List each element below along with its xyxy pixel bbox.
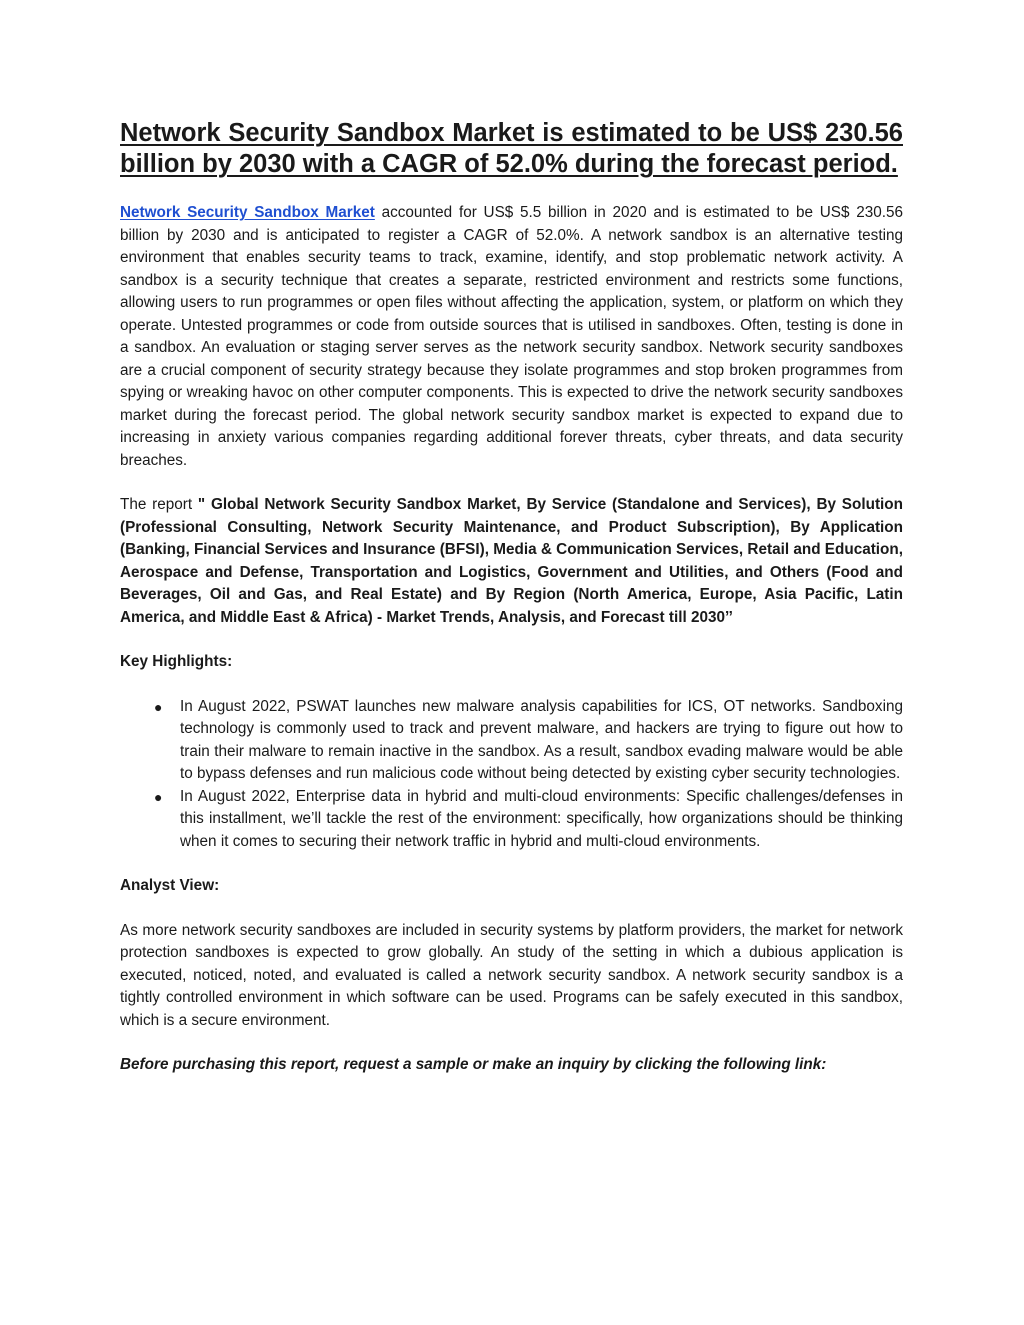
report-paragraph — [120, 494, 903, 629]
list-item — [120, 696, 903, 786]
page-title: Network Security Sandbox Market is estimated to be US$ 230.56 billion by 2030 with a CAGR of 52.0% during the forecast period. — [120, 119, 903, 178]
document-page — [120, 118, 903, 1077]
market-link[interactable]: Network Security Sandbox Market — [120, 204, 375, 221]
analyst-view-heading: Analyst View: — [120, 877, 220, 894]
report-title: " Global Network Security Sandbox Market, By Service (Standalone and Services), By Solution (Professional Consulting, Network Security Maintenance, and Product Subscription), By Application (Banking, Financial Services and Insurance (BFSI), Media & Communication Services, Retail and Education, Aerospace and Defense, Transportation and Logistics, Government and Utilities, and Others (Food and Beverages, Oil and Gas, and Real Estate) and By Region (North America, Europe, Asia Pacific, Latin America, and Middle East & Africa) - Market Trends, Analysis, and Forecast till 2030’’ — [120, 496, 903, 626]
bullet-icon: ● — [154, 788, 163, 805]
intro-paragraph — [120, 202, 903, 472]
analyst-view-paragraph: As more network security sandboxes are included in security systems by platform providers, the market for network protection sandboxes is expected to grow globally. An study of the setting in which a dubious application is executed, noticed, noted, and evaluated is called a network security sandbox. A network security sandbox is a tightly controlled environment in which software can be used. Programs can be safely executed in this sandbox, which is a secure environment. — [120, 921, 903, 1029]
key-highlights-list — [120, 696, 903, 854]
intro-text: accounted for US$ 5.5 billion in 2020 and is estimated to be US$ 230.56 billion by 2030 and is anticipated to register a CAGR of 52.0%. A network sandbox is an alternative testing environment that enables security teams to track, examine, identify, and stop problematic network activity. A sandbox is a security technique that creates a separate, restricted environment and restricts some functions, allowing users to run programmes or open files without affecting the application, system, or platform on which they operate. Untested programmes or code from outside sources that is utilised in sandboxes. Often, testing is done in a sandbox. An evaluation or staging server serves as the network security sandbox. Network security sandboxes are a crucial component of security strategy because they isolate programmes and stop broken programmes from spying or wreaking havoc on other computer components. This is expected to drive the network security sandboxes market during the forecast period. The global network security sandbox market is expected to expand due to increasing in anxiety various companies regarding additional forever threats, cyber threats, and data security breaches. — [120, 204, 903, 469]
call-to-action: Before purchasing this report, request a sample or make an inquiry by clicking the following link: — [120, 1056, 827, 1073]
list-item-text: In August 2022, Enterprise data in hybrid and multi-cloud environments: Specific challenges/defenses in this installment, we’ll tackle the rest of the environment: specifically, how organizations should be thinking when it comes to securing their network traffic in hybrid and multi-cloud environments. — [180, 787, 903, 850]
list-item-text: In August 2022, PSWAT launches new malware analysis capabilities for ICS, OT networks. Sandboxing technology is commonly used to track and prevent malware, and hackers are trying to figure out how to train their malware to remain inactive in the sandbox. As a result, sandbox evading malware would be able to bypass defenses and run malicious code without being detected by existing cyber security technologies. — [180, 697, 903, 782]
bullet-icon: ● — [154, 698, 163, 715]
report-prefix: The report — [120, 496, 198, 513]
list-item — [120, 786, 903, 854]
key-highlights-heading: Key Highlights: — [120, 653, 233, 670]
